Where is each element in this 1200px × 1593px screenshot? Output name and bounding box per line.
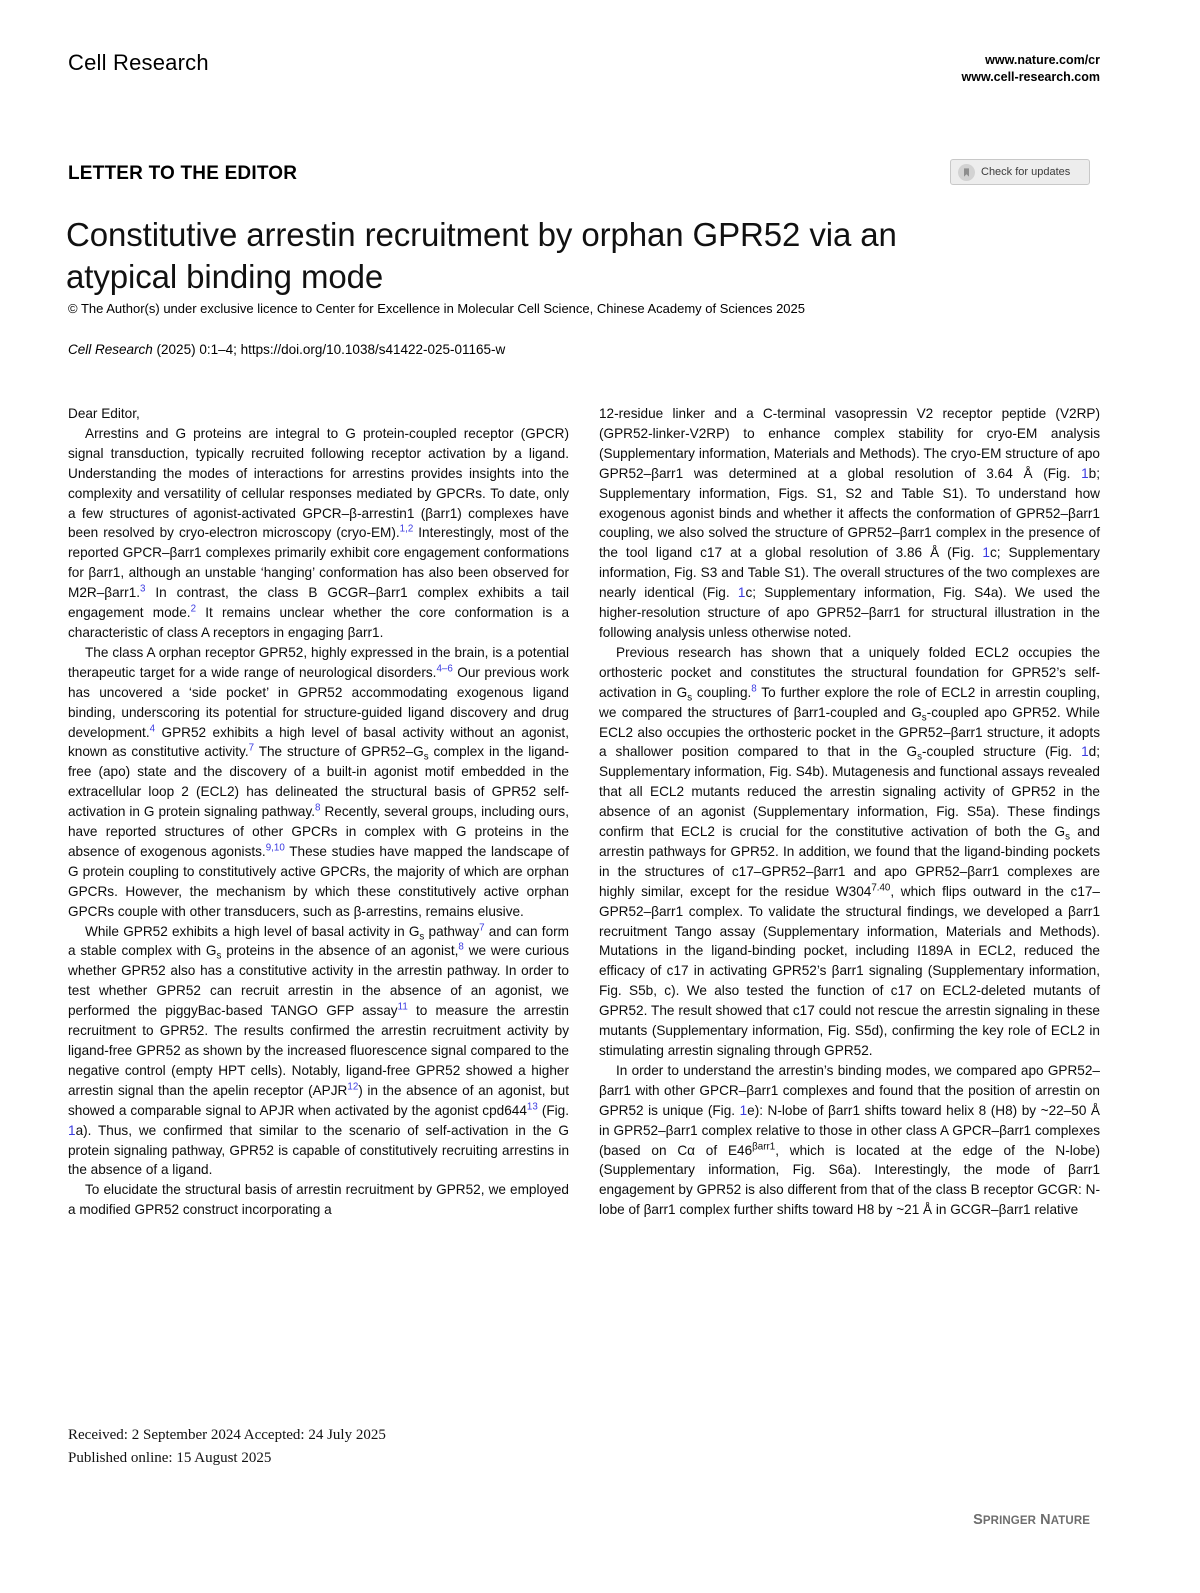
check-for-updates-label: Check for updates <box>981 165 1071 178</box>
web-link-secondary[interactable]: www.cell-research.com <box>961 69 1100 84</box>
body-column-left <box>68 404 569 1384</box>
publisher-nature-rest: ATURE <box>1050 1515 1090 1527</box>
journal-name: Cell Research <box>68 50 209 75</box>
body-columns <box>68 404 1100 1384</box>
journal-web-links <box>962 52 1101 86</box>
published-online-line: Published online: 15 August 2025 <box>68 1449 272 1466</box>
copyright-line: © The Author(s) under exclusive licence to Center for Excellence in Molecular Cell Science, Chinese Academy of Sciences 2025 <box>68 301 805 316</box>
salutation: Dear Editor, <box>68 406 140 421</box>
web-link-primary[interactable]: www.nature.com/cr <box>985 53 1100 67</box>
article-type-heading: LETTER TO THE EDITOR <box>68 163 298 184</box>
body-paragraph-right-1: 12-residue linker and a C-terminal vasopressin V2 receptor peptide (V2RP) (GPR52-linker-V2RP) to enhance complex stability for cryo-EM analysis (Supplementary information, Materials and Methods). The cryo-EM structure of apo GPR52–βarr1 was determined at a global resolution of 3.64 Å (Fig. 1b; Supplementary information, Figs. S1, S2 and Table S1). To understand how exogenous agonist binds and whether it affects the conformation of GPR52–βarr1 coupling, we also solved the structure of GPR52–βarr1 complex in the presence of the tool ligand c17 at a global resolution of 3.86 Å (Fig. 1c; Supplementary information, Fig. S3 and Table S1). The overall structures of the two complexes are nearly identical (Fig. 1c; Supplementary information, Fig. S4a). We used the higher-resolution structure of apo GPR52–βarr1 for structural illustration in the following analysis unless otherwise noted. <box>599 406 1101 640</box>
received-accepted-line: Received: 2 September 2024 Accepted: 24 July 2025 <box>68 1427 386 1443</box>
running-head <box>68 52 1100 86</box>
citation-journal: Cell Research <box>68 342 153 357</box>
body-paragraph-left-1: Arrestins and G proteins are integral to G protein-coupled receptor (GPCR) signal transduction, typically recruited following receptor activation by a ligand. Understanding the modes of interactions for arrestins provides insights into the complexity and versatility of cellular responses mediated by GPCRs. To date, only a few structures of agonist-activated GPCR–β-arrestin1 (βarr1) complexes have been resolved by cryo-electron microscopy (cryo-EM).$^{1,2}$ Interestingly, most of the reported GPCR–βarr1 complexes primarily exhibit core engagement conformations for βarr1, although an unstable ‘hanging’ conformation has also been observed for M2R–βarr1.$^3$ In contrast, the class B GCGR–βarr1 complex exhibits a tail engagement mode.$^2$ It remains unclear whether the core conformation is a characteristic of class A receptors in engaging βarr1. <box>68 425 570 640</box>
body-paragraph-right-2: Previous research has shown that a uniquely folded ECL2 occupies the orthosteric pocket and constitutes the structural foundation for GPR52’s self-activation in $G_s$ coupling.$^8$ To further explore the role of ECL2 in arrestin coupling, we compared the structures of βarr1-coupled and $G_s$-coupled apo GPR52. While ECL2 also occupies the orthosteric pocket in the GPR52–βarr1 structure, it adopts a shallower position compared to that in the $G_s$-coupled structure (Fig. 1d; Supplementary information, Fig. S4b). Mutagenesis and functional assays revealed that all ECL2 mutants reduced the arrestin signaling activity of GPR52 in the absence of an agonist (Supplementary information, Fig. S5a). These findings confirm that ECL2 is crucial for the constitutive activation of both the $G_s$ and arrestin pathways for GPR52. In addition, we found that the ligand-binding pockets in the structures of c17–GPR52–βarr1 and apo GPR52–βarr1 complexes are highly similar, except for the residue $W304^{7.40}$, which flips outward in the c17–GPR52–βarr1 complex. To validate the structural findings, we developed a βarr1 recruitment Tango assay (Supplementary information, Materials and Methods). Mutations in the ligand-binding pocket, including I189A in ECL2, reduced the efficacy of c17 in activating GPR52’s βarr1 signaling (Supplementary information, Fig. S5b, c). We also tested the function of c17 on ECL2-deleted mutants of GPR52. The result showed that c17 could not rescue the arrestin signaling in these mutants (Supplementary information, Fig. S5d), confirming the key role of ECL2 in stimulating arrestin signaling through GPR52. <box>599 644 1101 1058</box>
publisher-nature: N <box>1040 1512 1051 1528</box>
citation-line <box>68 341 1078 360</box>
page-title: Constitutive arrestin recruitment by orphan GPR52 via an atypical binding mode <box>66 216 897 296</box>
body-paragraph-left-3: While GPR52 exhibits a high level of basal activity in $G_s$ pathway$^7$ and can form a stable complex with $G_s$ proteins in the absence of an agonist,$^8$ we were curious whether GPR52 also has a constitutive activity in the arrestin pathway. In order to test whether GPR52 can recruit arrestin in the absence of an agonist, we performed the piggyBac-based TANGO GFP assay$^{11}$ to measure the arrestin recruitment to GPR52. The results confirmed the arrestin recruitment activity by ligand-free GPR52 as shown by the increased fluorescence signal compared to the negative control (empty HPT cells). Notably, ligand-free GPR52 showed a higher arrestin signal than the apelin receptor (APJR$^{12}$) in the absence of an agonist, but showed a comparable signal to APJR when activated by the agonist cpd644$^{13}$ (Fig. 1a). Thus, we confirmed that similar to the scenario of self-activation in the G protein signaling pathway, GPR52 is capable of constitutively recruiting arrestins in the absence of a ligand. <box>68 922 570 1178</box>
bookmark-icon <box>958 164 975 181</box>
body-paragraph-right-3: In order to understand the arrestin’s binding modes, we compared apo GPR52–βarr1 with other GPCR–βarr1 complexes and found that the position of arrestin on GPR52 is unique (Fig. 1e): N-lobe of βarr1 shifts toward helix 8 (H8) by ~22–50 Å in GPR52–βarr1 complex relative to those in other class A GPCR–βarr1 complexes (based on Cα of $E46^{\beta arr1}$, which is located at the edge of the N-lobe) (Supplementary information, Fig. S6a). Interestingly, the mode of βarr1 engagement by GPR52 is also different from that of the class B receptor GCGR: N-lobe of βarr1 complex further shifts toward H8 by ~21 Å in GCGR–βarr1 relative <box>599 1062 1100 1218</box>
citation-details: (2025) 0:1–4; https://doi.org/10.1038/s41422-025-01165-w <box>152 342 506 357</box>
check-for-updates-badge[interactable] <box>950 159 1090 185</box>
publisher-springer: S <box>973 1512 983 1528</box>
body-column-right <box>599 404 1100 1384</box>
publication-dates <box>68 1424 386 1469</box>
publisher-springer-rest: PRINGER <box>982 1515 1037 1527</box>
body-paragraph-left-4: To elucidate the structural basis of arrestin recruitment by GPR52, we employed a modified GPR52 construct incorporating a <box>68 1182 569 1218</box>
publisher-logo <box>950 1512 1090 1528</box>
body-paragraph-left-2: The class A orphan receptor GPR52, highly expressed in the brain, is a potential therapeutic target for a wide range of neurological disorders.$^{4-6}$ Our previous work has uncovered a ‘side pocket’ in GPR52 accommodating exogenous ligand binding, underscoring its potential for structure-guided ligand discovery and drug development.$^4$ GPR52 exhibits a high level of basal activity without an agonist, known as constitutive activity.$^7$ The structure of $GPR52-G_s$ complex in the ligand-free (apo) state and the discovery of a built-in agonist motif embedded in the extracellular loop 2 (ECL2) has delineated the structural basis of GPR52 self-activation in G protein signaling pathway.$^8$ Recently, several groups, including ours, have reported structures of other GPCRs in complex with G proteins in the absence of exogenous agonists.$^{9,10}$ These studies have mapped the landscape of G protein coupling to constitutively active GPCRs, the majority of which are orphan GPCRs. However, the mechanism by which these constitutively active orphan GPCRs couple with other transducers, such as β-arrestins, remains elusive. <box>68 644 569 919</box>
